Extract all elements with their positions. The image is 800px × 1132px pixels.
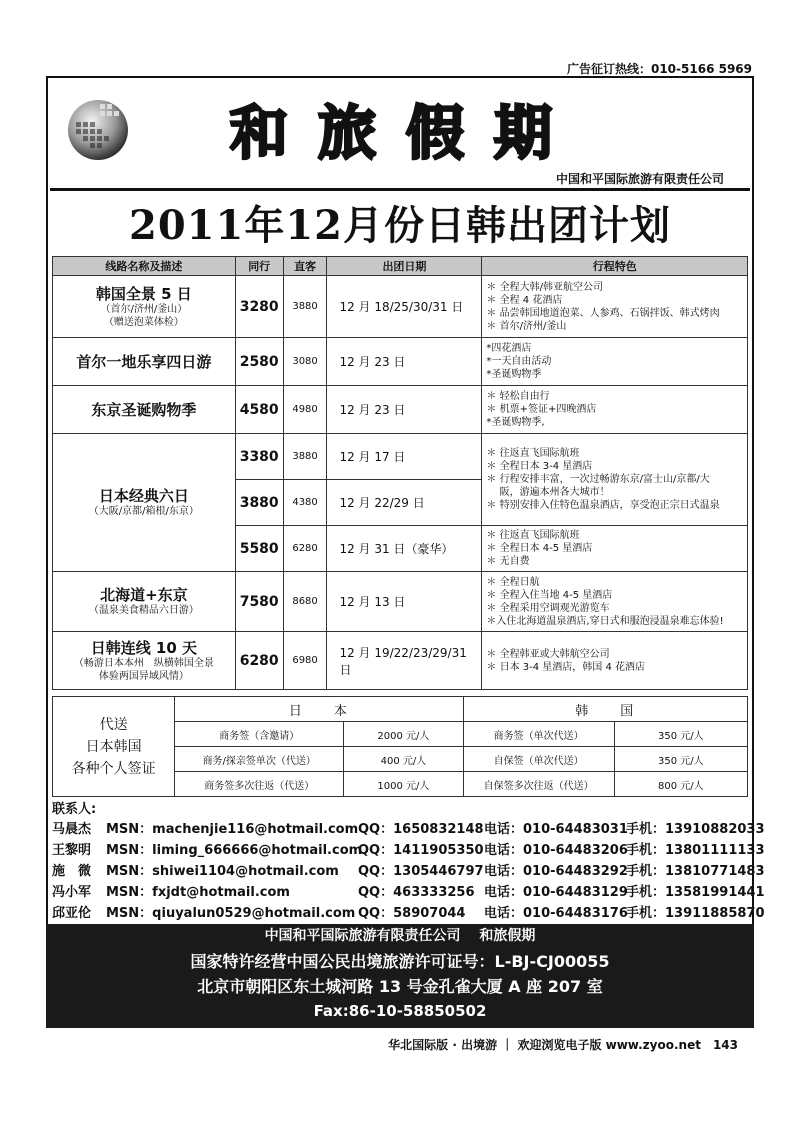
- brand-title: 和旅假期: [230, 99, 583, 167]
- table-row: [53, 572, 748, 632]
- feature: ＊ 首尔/济州/釜山: [486, 320, 567, 332]
- agent-price: 6280: [235, 632, 283, 690]
- feature: ＊ 品尝韩国地道泡菜、人参鸡、石锅拌饭、韩式烤肉: [486, 307, 720, 319]
- contact-row: [52, 902, 765, 922]
- direct-price: 6280: [283, 526, 327, 572]
- contact-qq: QQ：58907044: [358, 906, 466, 921]
- contact-name: 施 微: [52, 864, 92, 879]
- route-name: [53, 632, 236, 690]
- depart-date: 12 月 23 日: [327, 338, 482, 386]
- feature: ＊ 全程采用空调观光游览车: [486, 602, 610, 614]
- table-row: [53, 434, 748, 480]
- japan-visa-type: 商务/探亲签单次（代送）: [175, 747, 344, 772]
- contact-phone: 电话：010-64483176: [484, 906, 628, 921]
- feature: *四花酒店: [486, 343, 532, 354]
- table-row: [53, 386, 748, 434]
- visa-label: [53, 697, 175, 797]
- contact-qq: QQ：463333256: [358, 885, 475, 900]
- footer-company: 中国和平国际旅游有限责任公司 和旅假期: [264, 928, 536, 944]
- japan-visa-price: 1000 元/人: [344, 772, 463, 797]
- visa-table: [52, 696, 748, 797]
- contact-msn[interactable]: MSN：liming_666666@hotmail.com: [106, 843, 363, 858]
- features: [482, 572, 748, 632]
- japan-header: 日 本: [175, 697, 463, 722]
- table-row: [53, 338, 748, 386]
- features: [482, 632, 748, 690]
- route-sub: （温泉美食精品六日游）: [88, 605, 199, 616]
- korea-visa-type: 自保签多次往返（代送）: [463, 772, 614, 797]
- contact-phone: 电话：010-64483292: [484, 864, 628, 879]
- korea-visa-price: 350 元/人: [614, 722, 747, 747]
- contact-msn[interactable]: MSN：fxjdt@hotmail.com: [106, 885, 290, 900]
- depart-date: 12 月 22/29 日: [327, 480, 482, 526]
- company-name: 中国和平国际旅游有限责任公司: [555, 172, 724, 186]
- feature: 阪，游遍本州各大城市！: [486, 487, 610, 498]
- contact-phone: 电话：010-64483206: [484, 843, 628, 858]
- direct-price: 8680: [283, 572, 327, 632]
- japan-visa-price: 2000 元/人: [344, 722, 463, 747]
- feature: ＊ 全程入住当地 4-5 星酒店: [486, 589, 613, 601]
- direct-price: 4980: [283, 386, 327, 434]
- footer-banner: [46, 924, 754, 1028]
- contact-mobile: 手机：13801111133: [626, 843, 765, 858]
- feature: ＊ 日本 3-4 星酒店，韩国 4 花酒店: [486, 661, 646, 673]
- contacts-title: 联系人:: [52, 802, 97, 817]
- contact-msn[interactable]: MSN：shiwei1104@hotmail.com: [106, 864, 339, 879]
- globe-logo-icon: [62, 92, 134, 164]
- korea-visa-type: 商务签（单次代送）: [463, 722, 614, 747]
- visa-label-line: 各种个人签证: [71, 760, 156, 777]
- contact-name: 王黎明: [52, 843, 92, 858]
- contact-mobile: 手机：13910882033: [626, 822, 765, 837]
- divider: [50, 188, 750, 191]
- korea-visa-price: 350 元/人: [614, 747, 747, 772]
- feature: ＊ 全程韩亚或大韩航空公司: [486, 648, 610, 660]
- col-route-header: 线路名称及描述: [53, 257, 236, 276]
- table-row: [53, 276, 748, 338]
- contact-msn[interactable]: MSN：qiuyalun0529@hotmail.com: [106, 906, 356, 921]
- contact-name: 邱亚伦: [52, 906, 92, 921]
- depart-date: 12 月 18/25/30/31 日: [327, 276, 482, 338]
- col-feature-header: 行程特色: [482, 257, 748, 276]
- direct-price: 3880: [283, 276, 327, 338]
- page-title: 2011年12月份日韩出团计划: [129, 202, 671, 249]
- contact-mobile: 手机：13911885870: [626, 906, 765, 921]
- route-sub: （大阪/京都/箱根/东京）: [88, 506, 199, 517]
- features: [482, 276, 748, 338]
- frame-top: [46, 76, 754, 78]
- route-name: 首尔一地乐享四日游: [53, 338, 236, 386]
- contact-name: 冯小军: [52, 885, 92, 900]
- route-title: 日本经典六日: [98, 487, 189, 505]
- visa-header-row: [53, 697, 748, 722]
- route-title: 日韩连线 10 天: [90, 638, 198, 657]
- depart-date: 12 月 19/22/23/29/31 日: [327, 632, 482, 690]
- depart-date: 12 月 13 日: [327, 572, 482, 632]
- contact-row: [52, 860, 765, 880]
- route-name: [53, 572, 236, 632]
- footer-address: 北京市朝阳区东土城河路 13 号金孔雀大厦 A 座 207 室: [197, 977, 603, 996]
- contact-row: [52, 881, 765, 901]
- col-date-header: 出团日期: [327, 257, 482, 276]
- agent-price: 3380: [235, 434, 283, 480]
- feature: ＊ 特别安排入住特色温泉酒店，享受泡正宗日式温泉: [486, 500, 720, 511]
- route-name: 东京圣诞购物季: [53, 386, 236, 434]
- feature: *一天自由活动: [486, 356, 552, 367]
- routes-table: [52, 256, 748, 690]
- contact-phone: 电话：010-64483129: [484, 885, 628, 900]
- direct-price: 3880: [283, 434, 327, 480]
- feature: ＊ 轻松自由行: [486, 391, 550, 402]
- korea-header: 韩 国: [463, 697, 747, 722]
- agent-price: 5580: [235, 526, 283, 572]
- route-name: [53, 434, 236, 572]
- depart-date: 12 月 31 日（豪华）: [327, 526, 482, 572]
- feature: ＊ 往返直飞国际航班: [486, 448, 580, 459]
- korea-visa-price: 800 元/人: [614, 772, 747, 797]
- depart-date: 12 月 23 日: [327, 386, 482, 434]
- route-sub: （首尔/济州/釜山）: [100, 303, 188, 315]
- depart-date: 12 月 17 日: [327, 434, 482, 480]
- contact-phone: 电话：010-64483031: [484, 822, 628, 837]
- visa-label-line: 代送: [99, 716, 128, 733]
- footer-license: 国家特许经营中国公民出境旅游许可证号：L-BJ-CJ00055: [190, 952, 610, 971]
- contact-msn[interactable]: MSN：machenjie116@hotmail.com: [106, 822, 359, 837]
- page-footer: 华北国际版 · 出境游 ｜ 欢迎浏览电子版 www.zyoo.net 143: [388, 1038, 738, 1052]
- visa-label-line: 日本韩国: [85, 738, 142, 755]
- contact-mobile: 手机：13581991441: [626, 885, 765, 900]
- footer-fax: Fax:86-10-58850502: [313, 1002, 487, 1020]
- agent-price: 3280: [235, 276, 283, 338]
- route-sub: （赠送泡菜体检）: [103, 316, 184, 328]
- contact-mobile: 手机：13810771483: [626, 864, 765, 879]
- agent-price: 2580: [235, 338, 283, 386]
- route-sub: 体验两国异域风情）: [98, 670, 189, 682]
- japan-visa-price: 400 元/人: [344, 747, 463, 772]
- japan-visa-type: 商务签（含邀请）: [175, 722, 344, 747]
- features: [482, 434, 748, 526]
- route-title: 韩国全景 5 日: [95, 284, 192, 303]
- direct-price: 3080: [283, 338, 327, 386]
- col-direct-price-header: 直客: [283, 257, 327, 276]
- japan-visa-type: 商务签多次往返（代送）: [175, 772, 344, 797]
- contact-row: [52, 839, 765, 859]
- features: [482, 338, 748, 386]
- contact-qq: QQ：1650832148: [358, 822, 484, 837]
- feature: ＊ 全程日本 4-5 星酒店: [486, 543, 593, 554]
- feature: ＊ 行程安排丰富，一次过畅游东京/富士山/京都/大: [486, 474, 710, 485]
- route-name: [53, 276, 236, 338]
- contact-name: 马晨杰: [52, 822, 92, 837]
- route-sub: （畅游日本本州 纵横韩国全景: [73, 657, 214, 669]
- feature: ＊入住北海道温泉酒店,穿日式和服泡浸温泉难忘体验!: [486, 615, 724, 627]
- agent-price: 3880: [235, 480, 283, 526]
- feature: ＊ 全程 4 花酒店: [486, 294, 563, 306]
- feature: ＊ 无自费: [486, 556, 530, 567]
- feature: *圣诞购物季: [486, 369, 542, 380]
- contact-qq: QQ：1305446797: [358, 864, 484, 879]
- route-title: 北海道+东京: [100, 586, 188, 604]
- agent-price: 4580: [235, 386, 283, 434]
- direct-price: 6980: [283, 632, 327, 690]
- feature: *圣诞购物季,: [486, 417, 545, 428]
- feature: ＊ 全程大韩/韩亚航空公司: [486, 281, 603, 293]
- direct-price: 4380: [283, 480, 327, 526]
- table-row: [53, 632, 748, 690]
- ad-hotline: 广告征订热线：010-5166 5969: [566, 62, 752, 76]
- agent-price: 7580: [235, 572, 283, 632]
- feature: ＊ 全程日航: [486, 576, 540, 588]
- contact-qq: QQ：1411905350: [358, 843, 484, 858]
- contact-row: [52, 818, 765, 838]
- features: [482, 386, 748, 434]
- col-agent-price-header: 同行: [235, 257, 283, 276]
- table-header-row: [53, 257, 748, 276]
- korea-visa-type: 自保签（单次代送）: [463, 747, 614, 772]
- feature: ＊ 往返直飞国际航班: [486, 530, 580, 541]
- feature: ＊ 机票+签证+四晚酒店: [486, 404, 597, 415]
- feature: ＊ 全程日本 3-4 星酒店: [486, 461, 593, 472]
- features: [482, 526, 748, 572]
